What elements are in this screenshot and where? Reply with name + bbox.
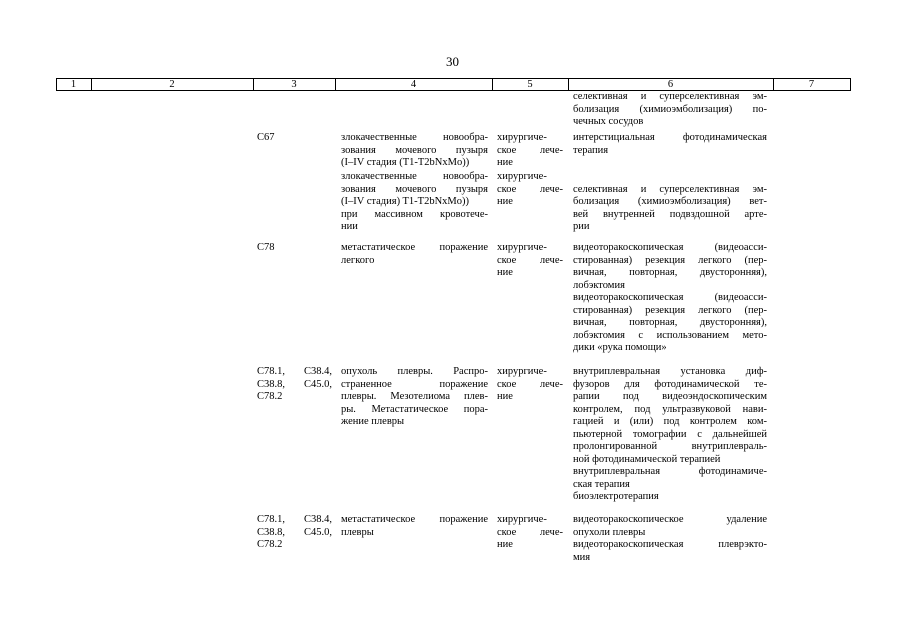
cell-text-line: C38.8, C45.0, [257,378,332,390]
column-divider [850,79,851,90]
cell-text-line: пролонгированной внутриплевраль- [573,441,767,452]
table-cell-column-3 [257,514,332,552]
cell-text-line: нии [341,221,358,232]
cell-text-line: метастатическое поражение [341,242,488,253]
cell-text-line: C78.2 [257,391,283,402]
cell-text-line: селективная и суперселективная эм- [573,183,767,195]
cell-text-line: зования мочевого пузыря [341,144,488,156]
column-number-1: 1 [70,79,77,90]
cell-text-line: селективная и суперселективная эм- [573,91,767,102]
cell-text-line: рапии под видеоэндоскопическим [573,391,767,402]
table-cell-column-5 [497,132,563,170]
cell-text-line: злокачественные новообра- [341,171,488,182]
cell-text-line: ние [497,267,513,278]
cell-text-line: биоэлектротерапия [573,491,659,502]
table-cell-column-5 [497,514,563,552]
cell-text-line: ская терапия [573,478,630,490]
cell-text-line: C67 [257,132,275,143]
cell-text-line: болизация (химиоэмболизация) по- [573,103,767,115]
cell-text-line: вичная, повторная, двусторонняя), [573,317,767,328]
cell-text-line: C78.1, C38.4, [257,366,332,377]
table-cell-column-6 [573,366,767,504]
cell-text-line: при массивном кровотече- [341,208,488,220]
cell-text-line: гацией и (или) под контролем ком- [573,416,767,427]
cell-text-line: пьютерной томографии с дальнейшей [573,428,767,440]
cell-text-line: страненное поражение [341,378,488,390]
cell-text-line: опухоль плевры. Распро- [341,366,488,377]
column-number-4: 4 [410,79,417,90]
cell-text-line: видеоторакоскопическая (видеоасси- [573,242,767,253]
cell-text-line: болизация (химиоэмболизация) вет- [573,196,767,207]
cell-text-line: рии [573,221,590,232]
cell-text-line: ной фотодинамической терапией [573,453,721,465]
table-cell-column-4 [341,514,488,539]
cell-text-line: ние [497,196,513,207]
cell-text-line: интерстициальная фотодинамическая [573,132,767,143]
table-cell-column-6 [573,171,767,234]
table-cell-column-5 [497,171,563,209]
cell-text-line: видеоторакоскопическое удаление [573,514,767,525]
cell-text-line: опухоли плевры [573,526,646,538]
cell-text-line: терапия [573,144,609,156]
cell-text-line: хирургиче- [497,132,547,143]
cell-text-line: стированная) резекция легкого (пер- [573,304,767,316]
table-cell-column-3 [257,132,332,145]
cell-text-line: злокачественные новообра- [341,132,488,143]
cell-text-line: (I–IV стадия (T1-T2bNxMo)) [341,157,470,168]
cell-text-line: стированная) резекция легкого (пер- [573,254,767,266]
table-cell-column-4 [341,171,488,234]
cell-text-line: хирургиче- [497,366,547,377]
cell-text-line: ры. Метастатическое пора- [341,403,488,415]
table-cell-column-3 [257,366,332,404]
table-cell-column-3 [257,242,332,255]
cell-text-line: плевры [341,526,374,538]
cell-text-line: ское лече- [497,526,563,538]
cell-text-line: C78.1, C38.4, [257,514,332,525]
cell-text-line: жение плевры [341,416,405,427]
cell-text-line: внутриплевральная фотодинамиче- [573,466,767,477]
cell-text-line: метастатическое поражение [341,514,488,525]
cell-text-line: зования мочевого пузыря [341,183,488,195]
column-number-5: 5 [527,79,533,90]
table-cell-column-4 [341,132,488,170]
table-cell-column-6 [573,242,767,355]
table-cell-column-6 [573,91,767,129]
table-cell-column-5 [497,242,563,280]
table-cell-column-4 [341,366,488,429]
cell-text-line: ское лече- [497,144,563,156]
page-number: 30 [446,54,459,69]
cell-text-line: C78 [257,242,275,253]
column-number-6: 6 [667,79,674,90]
cell-text-line [573,171,767,184]
cell-text-line: ние [497,539,513,550]
column-number-3: 3 [291,79,297,90]
cell-text-line: (I–IV стадия) T1-T2bNxMo)) [341,196,470,207]
table-cell-column-6 [573,514,767,564]
cell-text-line: лобэктомия [573,279,625,291]
cell-text-line: лобэктомия с использованием мето- [573,329,767,341]
cell-text-line: чечных сосудов [573,116,644,127]
table-cell-column-6 [573,132,767,157]
cell-text-line: ние [497,391,513,402]
cell-text-line: внутриплевральная установка диф- [573,366,767,377]
cell-text-line: плевры. Мезотелиома плев- [341,391,488,402]
column-number-2: 2 [169,79,175,90]
cell-text-line: ское лече- [497,254,563,266]
cell-text-line: хирургиче- [497,171,547,182]
cell-text-line: видеоторакоскопическая (видеоасси- [573,292,767,303]
cell-text-line: дики «рука помощи» [573,342,667,353]
cell-text-line: вей внутренней подвздошной арте- [573,208,767,220]
cell-text-line: ние [497,157,513,168]
cell-text-line: хирургиче- [497,514,547,525]
cell-text-line: контролем, под ультразвуковой нави- [573,403,767,415]
cell-text-line: легкого [341,254,375,266]
table-cell-column-5 [497,366,563,404]
column-number-7: 7 [808,79,815,90]
cell-text-line: ское лече- [497,183,563,195]
table-cell-column-4 [341,242,488,267]
cell-text-line: мия [573,551,591,563]
cell-text-line: C38.8, C45.0, [257,526,332,538]
cell-text-line: видеоторакоскопическая плеврэкто- [573,539,767,550]
cell-text-line: фузоров для фотодинамической те- [573,378,767,390]
cell-text-line: C78.2 [257,539,283,550]
cell-text-line: хирургиче- [497,242,547,253]
cell-text-line: ское лече- [497,378,563,390]
cell-text-line: вичная, повторная, двусторонняя), [573,267,767,278]
